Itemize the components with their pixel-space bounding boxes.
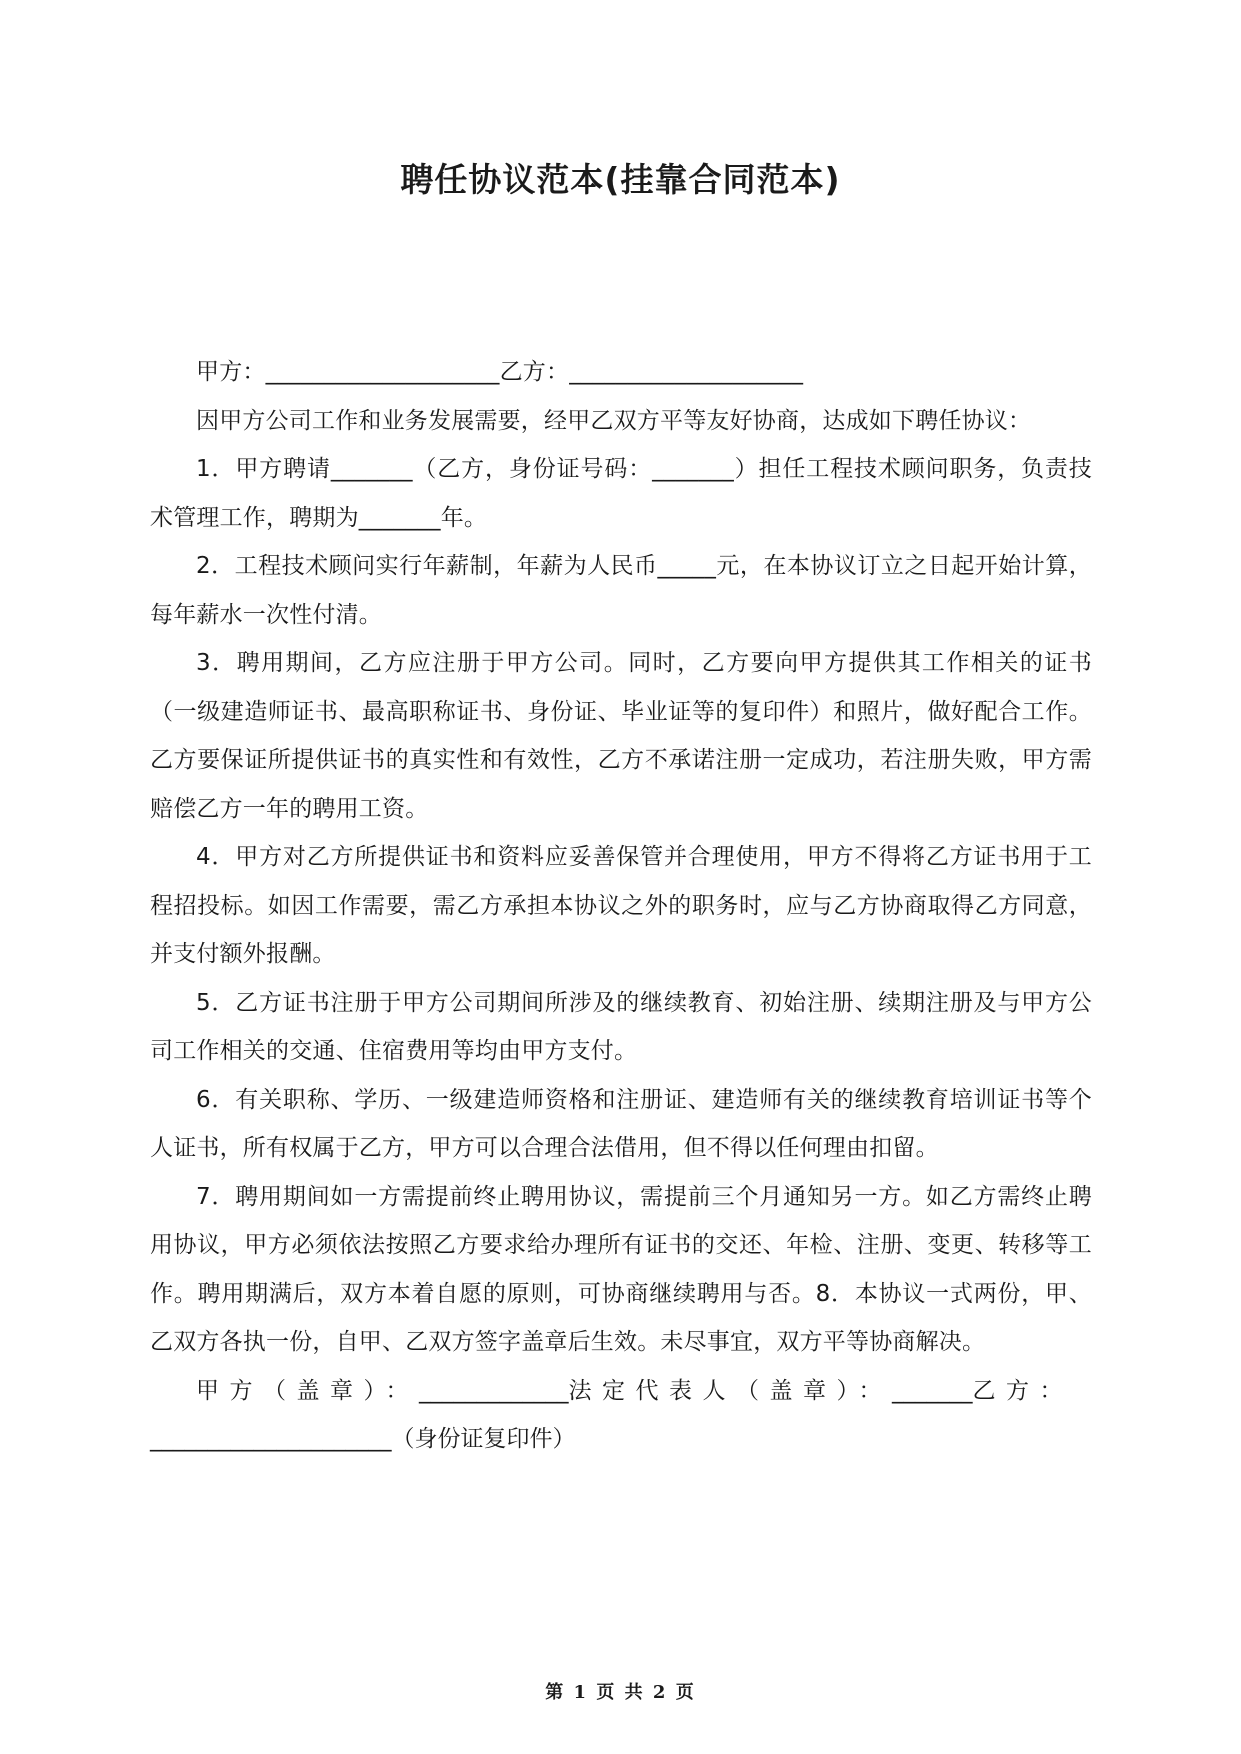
party-a-seal-label: 甲方（盖章）： <box>196 1377 419 1404</box>
party-a-seal-blank: _____________ <box>419 1377 569 1404</box>
clause-1: 1．甲方聘请_______（乙方，身份证号码：_______）担任工程技术顾问职务，负责技术管理工作，聘期为_______年。 <box>150 456 1092 531</box>
document-title: 聘任协议范本(挂靠合同范本) <box>400 160 841 199</box>
signature-line-2 <box>150 1415 1092 1464</box>
page-label-suffix: 页 <box>675 1682 696 1703</box>
clause-7: 7．聘用期间如一方需提前终止聘用协议，需提前三个月通知另一方。如乙方需终止聘用协议，甲方必须依法按照乙方要求给办理所有证书的交还、年检、注册、变更、转移等工作。聘用期满后，双方本着自愿的原则，可协商继续聘用与否。8．本协议一式两份，甲、乙双方各执一份，自甲、乙双方签字盖章后生效。未尽事宜，双方平等协商解决。 <box>150 1183 1092 1355</box>
intro-paragraph: 因甲方公司工作和业务发展需要，经甲乙双方平等友好协商，达成如下聘任协议： <box>196 407 1032 434</box>
legal-rep-seal-label: 法定代表人（盖章）： <box>568 1377 892 1404</box>
clause-6: 6．有关职称、学历、一级建造师资格和注册证、建造师有关的继续教育培训证书等个人证书，所有权属于乙方，甲方可以合理合法借用，但不得以任何理由扣留。 <box>150 1086 1092 1161</box>
clause-3: 3．聘用期间，乙方应注册于甲方公司。同时，乙方要向甲方提供其工作相关的证书（一级建造师证书、最高职称证书、身份证、毕业证等的复印件）和照片，做好配合工作。乙方要保证所提供证书的真实性和有效性，乙方不承诺注册一定成功，若注册失败，甲方需赔偿乙方一年的聘用工资。 <box>150 650 1092 822</box>
page-label-prefix: 第 <box>545 1682 566 1703</box>
clause-4: 4．甲方对乙方所提供证书和资料应妥善保管并合理使用，甲方不得将乙方证书用于工程招投标。如因工作需要，需乙方承担本协议之外的职务时，应与乙方协商取得乙方同意，并支付额外报酬。 <box>150 844 1092 967</box>
document-body <box>150 348 1092 1464</box>
signature-block <box>150 1367 1092 1416</box>
total-pages-number: 2 <box>652 1682 668 1703</box>
page-number-footer <box>0 1680 1241 1706</box>
party-b-label: 乙方： <box>972 1377 1073 1404</box>
page-label-mid: 页 共 <box>596 1682 645 1703</box>
clause-2: 2．工程技术顾问实行年薪制，年薪为人民币_____元，在本协议订立之日起开始计算，每年薪水一次性付清。 <box>150 553 1092 628</box>
current-page-number: 1 <box>573 1682 589 1703</box>
party-b-blank: _____________________ <box>150 1426 392 1452</box>
id-copy-note: （身份证复印件） <box>391 1426 576 1452</box>
legal-rep-seal-blank: _______ <box>892 1377 973 1404</box>
parties-line: 甲方：____________________乙方：____________________ <box>196 359 804 385</box>
clause-5: 5．乙方证书注册于甲方公司期间所涉及的继续教育、初始注册、续期注册及与甲方公司工作相关的交通、住宿费用等均由甲方支付。 <box>150 989 1092 1064</box>
